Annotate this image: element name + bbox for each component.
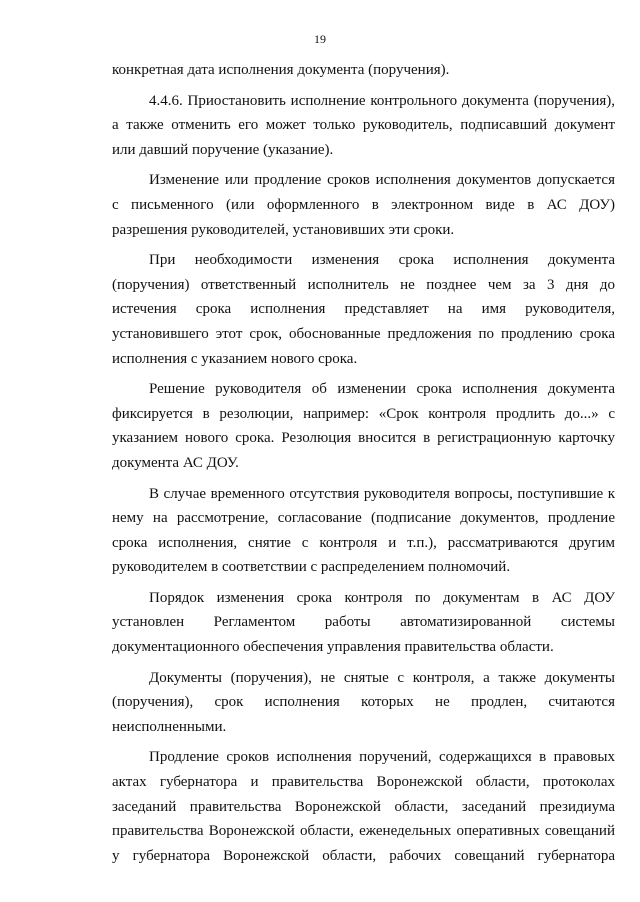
document-body	[112, 58, 615, 874]
text-line: с письменного (или оформленного в электронном виде в АС ДОУ)	[112, 196, 615, 213]
text-line: (поручения), срок исполнения которых не продлен, считаются	[112, 694, 615, 711]
text-line: При необходимости изменения срока исполнения документа	[149, 252, 615, 269]
text-line: а также отменить его может только руководитель, подписавший документ	[112, 117, 615, 134]
text-line: Порядок изменения срока контроля по документам в АС ДОУ	[149, 589, 615, 606]
paragraph	[112, 586, 615, 660]
text-line: конкретная дата исполнения документа (поручения).	[112, 62, 450, 78]
paragraph	[112, 89, 615, 163]
text-line: руководителем в соответствии с распределением полномочий.	[112, 559, 511, 576]
text-line: неисполненными.	[112, 718, 227, 735]
text-line: нему на рассмотрение, согласование (подписание документов, продление	[112, 510, 615, 527]
text-line: исполнения с указанием нового срока.	[112, 350, 358, 367]
paragraph	[112, 168, 615, 242]
text-line: установлен Регламентом работы автоматизированной системы	[112, 614, 615, 631]
text-line: или давший поручение (указание).	[112, 141, 334, 158]
paragraph	[112, 248, 615, 371]
text-line: у губернатора Воронежской области, рабочих совещаний губернатора	[112, 847, 615, 864]
text-line: (поручения) ответственный исполнитель не позднее чем за 3 дня до	[112, 276, 615, 293]
text-line: разрешения руководителей, установивших эти сроки.	[112, 221, 455, 238]
text-line: заседаний правительства Воронежской области, заседаний президиума	[112, 798, 615, 815]
text-line: Изменение или продление сроков исполнения документов допускается	[149, 172, 615, 189]
paragraph	[112, 666, 615, 740]
text-line: истечения срока исполнения представляет на имя руководителя,	[112, 301, 615, 318]
text-line: фиксируется в резолюции, например: «Срок контроля продлить до...» с	[112, 405, 615, 422]
text-line: Продление сроков исполнения поручений, содержащихся в правовых	[149, 749, 615, 766]
text-line: правительства Воронежской области, еженедельных оперативных совещаний	[112, 823, 615, 840]
paragraph	[112, 745, 615, 868]
text-line: 4.4.6. Приостановить исполнение контрольного документа (поручения),	[149, 92, 615, 109]
text-line: документа АС ДОУ.	[112, 454, 239, 471]
text-line: установившего этот срок, обоснованные предложения по продлению срока	[112, 325, 615, 342]
paragraph	[112, 482, 615, 580]
text-line: В случае временного отсутствия руководителя вопросы, поступившие к	[149, 485, 615, 502]
text-line: документационного обеспечения управления правительства области.	[112, 639, 554, 656]
text-line: Документы (поручения), не снятые с контроля, а также документы	[149, 669, 615, 686]
text-line: Решение руководителя об изменении срока исполнения документа	[149, 381, 615, 398]
paragraph	[112, 58, 615, 83]
text-line: актах губернатора и правительства Воронежской области, протоколах	[112, 774, 615, 791]
page-number: 19	[314, 32, 326, 46]
text-line: указанием нового срока. Резолюция вносится в регистрационную карточку	[112, 430, 615, 447]
text-line: срока исполнения, снятие с контроля и т.п.), рассматриваются другим	[112, 534, 615, 551]
paragraph	[112, 377, 615, 475]
